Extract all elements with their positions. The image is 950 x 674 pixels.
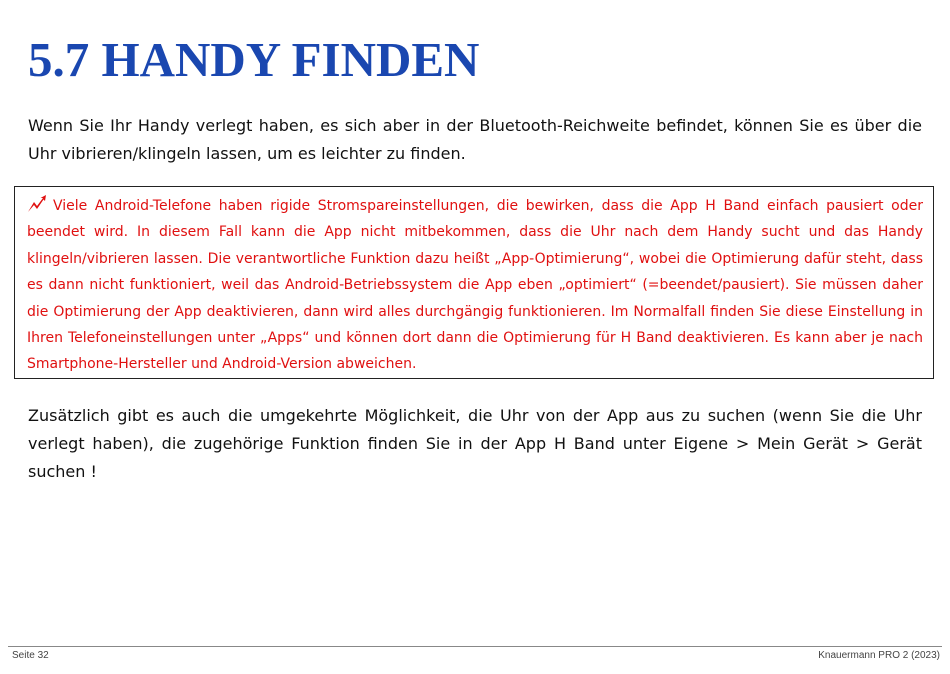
intro-paragraph: Wenn Sie Ihr Handy verlegt haben, es sich aber in der Bluetooth-Reichweite befindet, können Sie es über die Uhr vibrieren/klingeln lassen, um es leichter zu finden. bbox=[28, 116, 922, 163]
page-number: Seite 32 bbox=[12, 650, 49, 661]
warning-note-text: Viele Android-Telefone haben rigide Stromspareinstellungen, die bewirken, dass die App H Band einfach pausiert oder beendet wird. In diesem Fall kann die App nicht mitbekommen, dass die Uhr nach dem Handy sucht und das Handy klingeln/vibrieren lassen. Die verantwortliche Funktion dazu heißt „App-Optimierung“, wobei die Optimierung dafür steht, dass es dann nicht funktioniert, weil das Android-Betriebssystem die App eben „optimiert“ (=beendet/pausiert). Sie müssen daher die Optimierung der App deaktivieren, dann wird alles durchgängig funktionieren. Im Normalfall finden Sie diese Einstellung in Ihren Telefoneinstellungen unter „Apps“ und können dort dann die Optimierung für H Band deaktivieren. Es kann aber je nach Smartphone-Hersteller und Android-Version abweichen. bbox=[27, 198, 923, 373]
lightning-icon bbox=[27, 195, 47, 213]
outro-paragraph: Zusätzlich gibt es auch die umgekehrte Möglichkeit, die Uhr von der App aus zu suchen (wenn Sie die Uhr verlegt haben), die zugehörige Funktion finden Sie in der App H Band unter Eigene > Mein Gerät > Gerät suchen ! bbox=[28, 406, 922, 481]
page-title: 5.7 HANDY FINDEN bbox=[28, 32, 480, 87]
book-title: Knauermann PRO 2 (2023) bbox=[818, 650, 940, 661]
warning-note bbox=[27, 193, 923, 378]
warning-note-box bbox=[14, 186, 934, 379]
footer-divider bbox=[8, 646, 942, 647]
